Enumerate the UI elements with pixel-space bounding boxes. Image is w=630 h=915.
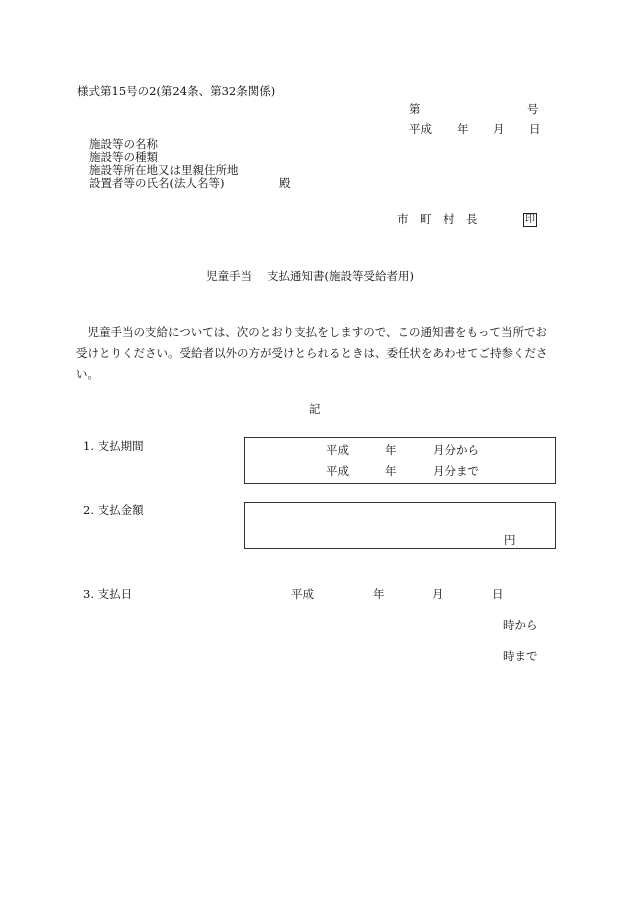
period-label: 1. 支払期間 <box>83 439 144 453</box>
pay-date-day: 日 <box>492 587 504 601</box>
header-date-era: 平成 <box>409 122 432 136</box>
recipient-founder-name: 設置者等の氏名(法人名等) <box>89 176 225 190</box>
issuer-title: 市 町 村 長 <box>397 212 478 226</box>
period-from-month: 月分から <box>433 443 479 457</box>
recipient-facility-name: 施設等の名称 <box>89 137 158 151</box>
ki-mark: 記 <box>309 402 321 416</box>
header-date-day: 日 <box>529 122 541 136</box>
period-from-year: 年 <box>385 443 397 457</box>
amount-unit: 円 <box>504 533 516 547</box>
period-to-era: 平成 <box>326 464 349 478</box>
pay-time-from: 時から <box>503 618 538 632</box>
doc-title-main: 児童手当 <box>206 269 252 283</box>
pay-date-era: 平成 <box>291 587 314 601</box>
pay-time-to: 時まで <box>503 649 538 663</box>
recipient-facility-address: 施設等所在地又は里親住所地 <box>89 163 239 177</box>
recipient-honorific: 殿 <box>279 176 291 190</box>
amount-box <box>244 502 556 549</box>
recipient-facility-type: 施設等の種類 <box>89 150 158 164</box>
header-date-year: 年 <box>457 122 469 136</box>
doc-title-sub: 支払通知書(施設等受給者用) <box>267 269 414 283</box>
pay-date-year: 年 <box>373 587 385 601</box>
pay-date-month: 月 <box>432 587 444 601</box>
doc-number-prefix: 第 <box>409 102 421 116</box>
amount-label: 2. 支払金額 <box>83 503 144 517</box>
doc-number-suffix: 号 <box>527 102 539 116</box>
period-from-era: 平成 <box>326 443 349 457</box>
pay-date-label: 3. 支払日 <box>83 587 133 601</box>
form-id: 様式第15号の2(第24条、第32条関係) <box>77 84 276 98</box>
period-box <box>244 437 556 484</box>
header-date-month: 月 <box>493 122 505 136</box>
body-paragraph: 児童手当の支給については、次のとおり支払をしますので、この通知書をもって当所でお受けとりください。受給者以外の方が受けとられるときは、委任状をあわせてご持参ください。 <box>76 325 548 381</box>
period-to-month: 月分まで <box>433 464 479 478</box>
period-to-year: 年 <box>385 464 397 478</box>
seal-mark: 印 <box>525 214 535 225</box>
